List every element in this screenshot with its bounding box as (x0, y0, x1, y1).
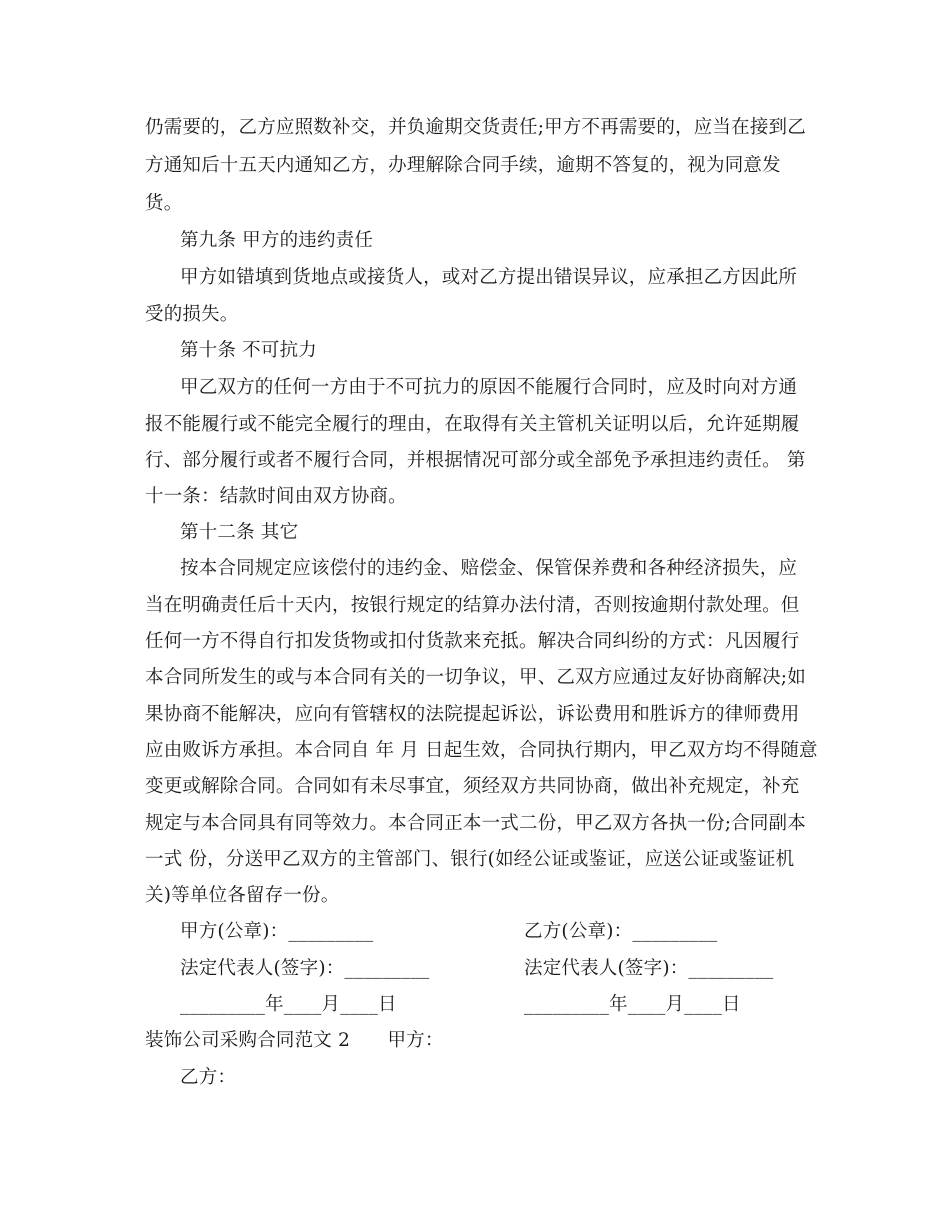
party-b-date-field: _________年____月____日 (524, 994, 741, 1015)
body-line-8: 甲乙双方的任何一方由于不可抗力的原因不能履行合同时，应及时向对方通 (180, 377, 798, 398)
body-line-13: 按本合同规定应该偿付的违约金、赔偿金、保管保养费和各种经济损失，应 (180, 558, 798, 579)
party-a-seal-field: 甲方(公章)：_________ (180, 921, 374, 942)
party-b-seal-field: 乙方(公章)：_________ (524, 921, 718, 942)
body-line-9: 报不能履行或不能完全履行的理由，在取得有关主管机关证明以后，允许延期履 (145, 414, 800, 435)
party-a-date-field: _________年____月____日 (180, 994, 397, 1015)
body-line-17: 果协商不能解决，应向有管辖权的法院提起诉讼，诉讼费用和胜诉方的律师费用 (145, 704, 800, 725)
next-section-party-b: 乙方： (180, 1067, 237, 1088)
article-10-heading: 第十条 不可抗力 (180, 340, 317, 361)
body-line-14: 当在明确责任后十天内，按银行规定的结算办法付清，否则按逾期付款处理。但 (145, 595, 800, 616)
body-line-16: 本合同所发生的或与本合同有关的一切争议，甲、乙双方应通过友好协商解决;如 (145, 667, 806, 688)
party-a-representative-field: 法定代表人(签字)：_________ (180, 958, 430, 979)
body-line-11: 十一条：结款时间由双方协商。 (145, 486, 407, 507)
body-line-20: 规定与本合同具有同等效力。本合同正本一式二份，甲乙双方各执一份;合同副本 (145, 813, 806, 834)
body-line-5: 甲方如错填到货地点或接货人，或对乙方提出错误异议，应承担乙方因此所 (180, 267, 798, 288)
body-line-18: 应由败诉方承担。本合同自 年 月 日起生效，合同执行期内，甲乙双方均不得随意 (145, 740, 818, 761)
body-line-3: 货。 (145, 193, 183, 214)
party-b-representative-field: 法定代表人(签字)：_________ (524, 958, 774, 979)
next-section-title: 装饰公司采购合同范文 2 甲方： (145, 1030, 444, 1051)
body-line-10: 行、部分履行或者不履行合同，并根据情况可部分或全部免予承担违约责任。 第 (145, 450, 806, 471)
article-12-heading: 第十二条 其它 (180, 522, 299, 543)
body-line-19: 变更或解除合同。合同如有未尽事宜，须经双方共同协商，做出补充规定，补充 (145, 776, 800, 797)
body-line-21: 一式 份，分送甲乙双方的主管部门、银行(如经公证或鉴证，应送公证或鉴证机 (145, 849, 795, 870)
article-9-heading: 第九条 甲方的违约责任 (180, 230, 374, 251)
body-line-22: 关)等单位各留存一份。 (145, 885, 340, 906)
body-line-2: 方通知后十五天内通知乙方，办理解除合同手续，逾期不答复的，视为同意发 (145, 155, 781, 176)
body-line-1: 仍需要的，乙方应照数补交，并负逾期交货责任;甲方不再需要的，应当在接到乙 (145, 117, 806, 138)
body-line-6: 受的损失。 (145, 304, 239, 325)
body-line-15: 任何一方不得自行扣发货物或扣付货款来充抵。解决合同纠纷的方式：凡因履行 (145, 631, 800, 652)
